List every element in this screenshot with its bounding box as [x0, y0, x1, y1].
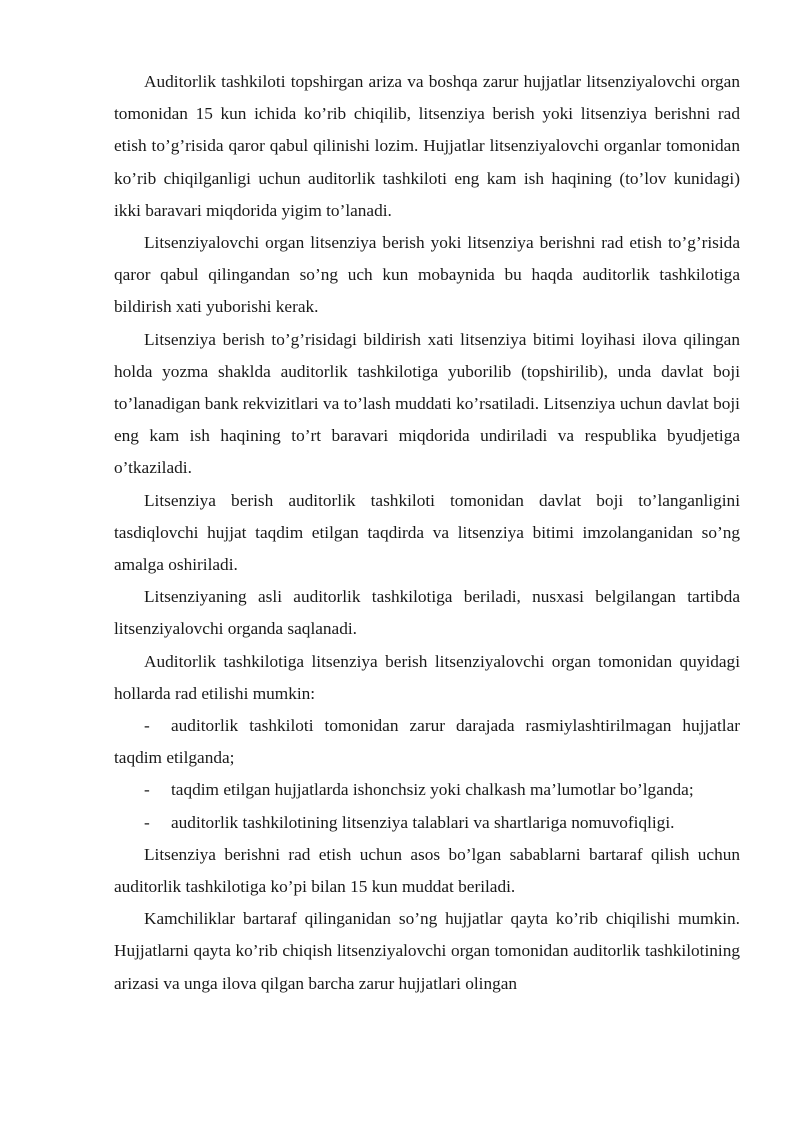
document-body [114, 66, 740, 1000]
bullet-marker: - [144, 780, 150, 800]
list-item [114, 807, 740, 839]
paragraph-notification-letter: Litsenziya berish to’g’risidagi bildirish xati litsenziya bitimi loyihasi ilova qilingan holda yozma shaklda auditorlik tashkilotiga yuborilib (topshirilib), unda davlat boji to’lanadigan bank rekvizitlari va to’lash muddati ko’rsatiladi. Litsenziya uchun davlat boji eng kam ish haqining to’rt baravari miqdorida undiriladi va respublika byudjetiga o’tkaziladi. [114, 329, 740, 478]
paragraph-refusal-grounds: Auditorlik tashkilotiga litsenziya berish litsenziyalovchi organ tomonidan quyidagi hollarda rad etilishi mumkin: [114, 651, 740, 703]
paragraph-license-issuance: Litsenziya berish auditorlik tashkiloti tomonidan davlat boji to’langanligini tasdiqlovchi hujjat taqdim etilgan taqdirda va litsenziya bitimi imzolanganidan so’ng amalga oshiriladi. [114, 490, 740, 575]
paragraph-remedy-period: Litsenziya berishni rad etish uchun asos bo’lgan sabablarni bartaraf qilish uchun auditorlik tashkilotiga ko’pi bilan 15 kun muddat beriladi. [114, 844, 740, 897]
list-item [114, 774, 740, 806]
list-item-text: auditorlik tashkilotining litsenziya talablari va shartlariga nomuvofiqligi. [171, 812, 675, 832]
list-item-text: auditorlik tashkiloti tomonidan zarur darajada rasmiylashtirilmagan hujjatlar taqdim etilganda; [114, 716, 740, 768]
paragraph-notification-deadline: Litsenziyalovchi organ litsenziya berish yoki litsenziya berishni rad etish to’g’risida qaror qabul qilingandan so’ng uch kun mobaynida bu haqda auditorlik tashkilotiga bildirish xati yuborishi kerak. [114, 233, 740, 317]
bullet-marker: - [144, 716, 150, 736]
bullet-marker: - [144, 812, 150, 832]
paragraph-application-review: Auditorlik tashkiloti topshirgan ariza va boshqa zarur hujjatlar litsenziyalovchi organ tomonidan 15 kun ichida ko’rib chiqilib, litsenziya berish yoki litsenziya berishni rad etish to’g’risida qaror qabul qilinishi lozim. Hujjatlar litsenziyalovchi organlar tomonidan ko’rib chiqilganligi uchun auditorlik tashkiloti eng kam ish haqining (to’lov kunidagi) ikki baravari miqdorida yigim to’lanadi. [114, 72, 740, 220]
list-item-text: taqdim etilgan hujjatlarda ishonchsiz yoki chalkash ma’lumotlar bo’lganda; [171, 780, 694, 800]
list-item [114, 710, 740, 774]
paragraph-license-original: Litsenziyaning asli auditorlik tashkilotiga beriladi, nusxasi belgilangan tartibda litsenziyalovchi organda saqlanadi. [114, 587, 740, 639]
paragraph-re-review: Kamchiliklar bartaraf qilinganidan so’ng hujjatlar qayta ko’rib chiqilishi mumkin. Hujjatlarni qayta ko’rib chiqish litsenziyalovchi organ tomonidan auditorlik tashkilotining arizasi va unga ilova qilgan barcha zarur hujjatlari olingan [114, 909, 740, 993]
